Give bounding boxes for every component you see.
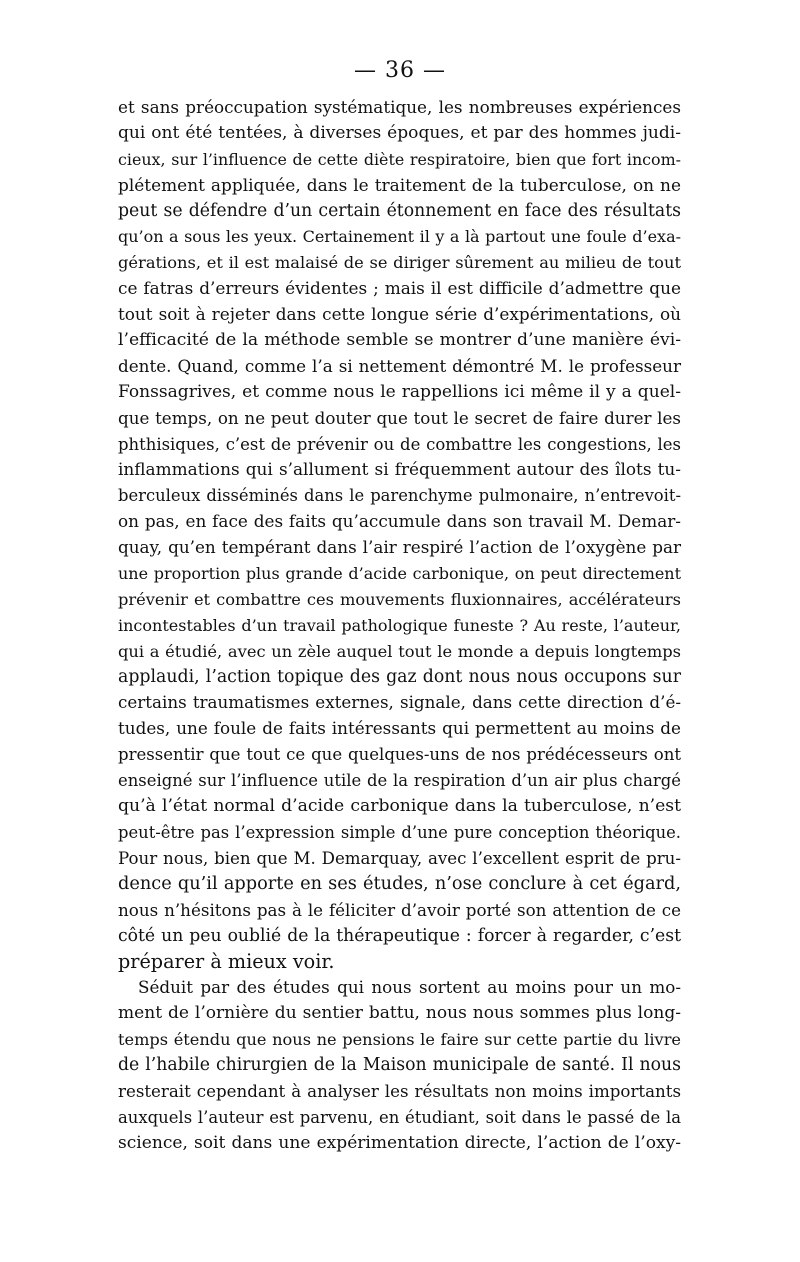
text-line: qui ont été tentées, à diverses époques, et par des hommes judi- xyxy=(118,122,681,143)
text-line: science, soit dans une expérimentation directe, l’action de l’oxy- xyxy=(118,1132,681,1153)
page-number: — 36 — xyxy=(354,58,446,83)
text-line: Pour nous, bien que M. Demarquay, avec l’excellent esprit de pru- xyxy=(118,848,681,868)
text-line: peut-être pas l’expression simple d’une pure conception théorique. xyxy=(118,822,681,842)
text-line: tudes, une foule de faits intéressants qui permettent au moins de xyxy=(118,718,681,739)
text-line: cieux, sur l’influence de cette diète respiratoire, bien que fort incom- xyxy=(118,149,681,169)
text-line: Fonssagrives, et comme nous le rappellions ici même il y a quel- xyxy=(118,381,681,402)
text-line: berculeux disséminés dans le parenchyme pulmonaire, n’entrevoit- xyxy=(118,486,681,506)
text-line: ment de l’ornière du sentier battu, nous nous sommes plus long- xyxy=(118,1003,681,1024)
text-line: qu’à l’état normal d’acide carbonique dans la tuberculose, n’est xyxy=(118,796,681,817)
text-line: temps étendu que nous ne pensions le faire sur cette partie du livre xyxy=(118,1030,681,1050)
text-line: on pas, en face des faits qu’accumule dans son travail M. Demar- xyxy=(118,511,681,532)
text-line: pressentir que tout ce que quelques-uns de nos prédécesseurs ont xyxy=(118,745,681,765)
text-line: préparer à mieux voir. xyxy=(118,950,335,974)
text-line: dente. Quand, comme l’a si nettement démontré M. le professeur xyxy=(118,355,681,376)
text-line: peut se défendre d’un certain étonnement en face des résultats xyxy=(118,200,681,221)
text-line: nous n’hésitons pas à le féliciter d’avoir porté son attention de ce xyxy=(118,899,681,920)
text-line: de l’habile chirurgien de la Maison municipale de santé. Il nous xyxy=(118,1054,681,1075)
text-line: inflammations qui s’allument si fréquemment autour des îlots tu- xyxy=(118,459,681,480)
text-line: l’efficacité de la méthode semble se montrer d’une manière évi- xyxy=(118,330,681,351)
text-line: tout soit à rejeter dans cette longue série d’expérimentations, où xyxy=(118,304,681,325)
text-line: plétement appliquée, dans le traitement de la tuberculose, on ne xyxy=(118,174,681,195)
text-line: côté un peu oublié de la thérapeutique : forcer à regarder, c’est xyxy=(118,925,681,946)
text-line: incontestables d’un travail pathologique funeste ? Au reste, l’auteur, xyxy=(118,615,681,635)
text-line: qu’on a sous les yeux. Certainement il y a là partout une foule d’exa- xyxy=(118,227,681,247)
text-line: resterait cependant à analyser les résultats non moins importants xyxy=(118,1081,681,1101)
text-line: auxquels l’auteur est parvenu, en étudiant, soit dans le passé de la xyxy=(118,1107,681,1127)
text-line: certains traumatismes externes, signale, dans cette direction d’é- xyxy=(118,692,681,713)
text-line: ce fatras d’erreurs évidentes ; mais il est difficile d’admettre que xyxy=(118,278,681,299)
text-line: une proportion plus grande d’acide carbonique, on peut directement xyxy=(118,564,681,584)
text-line: Séduit par des études qui nous sortent au moins pour un mo- xyxy=(138,977,681,998)
text-line: applaudi, l’action topique des gaz dont nous nous occupons sur xyxy=(118,666,681,687)
text-line: gérations, et il est malaisé de se diriger sûrement au milieu de tout xyxy=(118,253,681,273)
text-line: que temps, on ne peut douter que tout le secret de faire durer les xyxy=(118,407,681,428)
text-line: prévenir et combattre ces mouvements fluxionnaires, accélérateurs xyxy=(118,589,681,609)
text-line: quay, qu’en tempérant dans l’air respiré l’action de l’oxygène par xyxy=(118,537,681,558)
text-line: dence qu’il apporte en ses études, n’ose conclure à cet égard, xyxy=(118,873,681,894)
text-line: et sans préoccupation systématique, les nombreuses expériences xyxy=(118,97,681,117)
text-line: phthisiques, c’est de prévenir ou de combattre les congestions, les xyxy=(118,434,681,454)
text-line: qui a étudié, avec un zèle auquel tout le monde a depuis longtemps xyxy=(118,641,681,661)
text-line: enseigné sur l’influence utile de la respiration d’un air plus chargé xyxy=(118,771,681,791)
body-text xyxy=(118,95,681,1157)
